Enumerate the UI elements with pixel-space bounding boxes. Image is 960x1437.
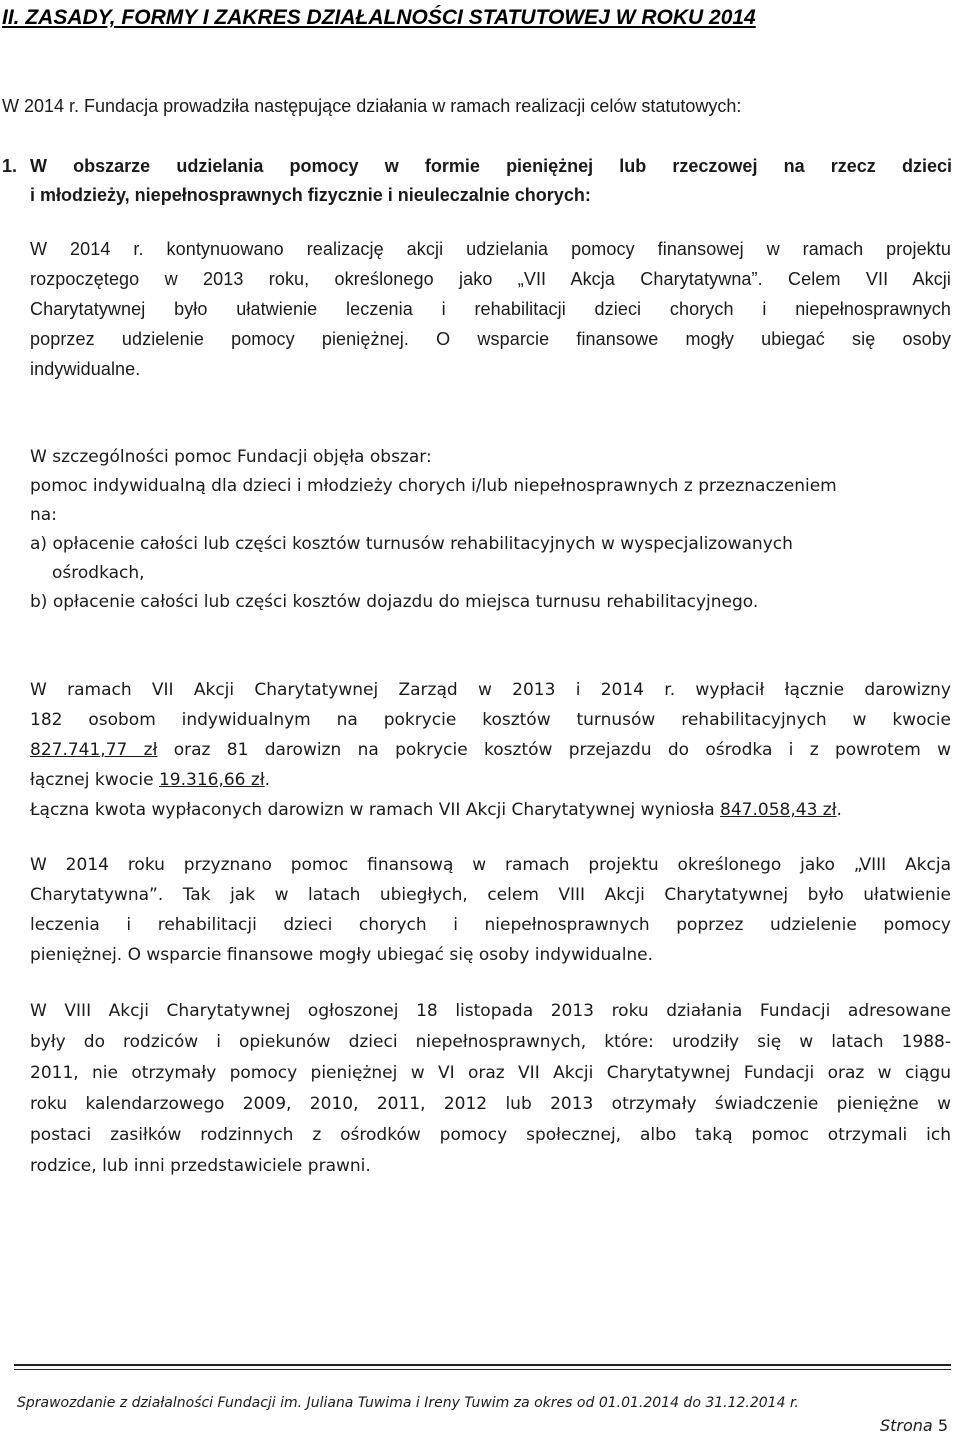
intro-text: W 2014 r. Fundacja prowadziła następujące działania w ramach realizacji celów statutowych: bbox=[2, 96, 742, 116]
paragraph-text: . bbox=[264, 770, 271, 790]
footer-divider-thin bbox=[14, 1369, 951, 1370]
footer-divider-thick bbox=[14, 1364, 951, 1366]
paragraph-line: pomoc indywidualną dla dzieci i młodzieży chorych i/lub niepełnosprawnych z przeznaczeniem bbox=[30, 476, 837, 496]
list-item-text-line: i młodzieży, niepełnosprawnych fizycznie i nieuleczalnie chorych: bbox=[30, 185, 591, 205]
paragraph-line: W 2014 r. kontynuowano realizację akcji udzielania pomocy finansowej w ramach projektu bbox=[30, 239, 951, 259]
page-number-label: Strona bbox=[879, 1416, 933, 1435]
paragraph-line: Charytatywnej było ułatwienie leczenia i rehabilitacji dzieci chorych i niepełnosprawnych bbox=[30, 299, 951, 319]
paragraph-text: Łączna kwota wypłaconych darowizn w ramach VII Akcji Charytatywnej wyniosła bbox=[30, 800, 721, 820]
paragraph-line: 2011, nie otrzymały pomocy pieniężnej w VI oraz VII Akcji Charytatywnej Fundacji oraz w ciągu bbox=[30, 1063, 951, 1083]
paragraph-line: pieniężnej. O wsparcie finansowe mogły ubiegać się osoby indywidualne. bbox=[30, 945, 654, 965]
paragraph-line: rodzice, lub inni przedstawiciele prawni. bbox=[30, 1156, 371, 1176]
paragraph-vii-akcja-intro bbox=[30, 234, 951, 384]
list-item-number: 1. bbox=[2, 156, 18, 176]
page-number bbox=[880, 1416, 948, 1435]
paragraph-line bbox=[30, 795, 951, 825]
paragraph-line: poprzez udzielenie pomocy pieniężnej. O wsparcie finansowe mogły ubiegać się osoby bbox=[30, 329, 951, 349]
section-heading: II. ZASADY, FORMY I ZAKRES DZIAŁALNOŚCI STATUTOWEJ W ROKU 2014 bbox=[2, 6, 756, 29]
sub-item-a: a) opłacenie całości lub części kosztów turnusów rehabilitacyjnych w wyspecjalizowanych bbox=[30, 534, 793, 554]
paragraph-line bbox=[30, 735, 951, 765]
sub-item-b: b) opłacenie całości lub części kosztów dojazdu do miejsca turnusu rehabilitacyjnego. bbox=[30, 592, 759, 612]
paragraph-line: na: bbox=[30, 505, 57, 525]
paragraph-line: postaci zasiłków rodzinnych z ośrodków pomocy społecznej, albo taką pomoc otrzymali ich bbox=[30, 1125, 951, 1145]
paragraph-payouts bbox=[30, 675, 951, 825]
paragraph-line bbox=[30, 765, 951, 795]
list-item-1 bbox=[2, 152, 952, 210]
paragraph-line: 182 osobom indywidualnym na pokrycie kosztów turnusów rehabilitacyjnych w kwocie bbox=[30, 710, 951, 730]
paragraph-viii-akcja bbox=[30, 850, 951, 970]
paragraph-text: oraz 81 darowizn na pokrycie kosztów przejazdu do ośrodka i z powrotem w bbox=[157, 740, 951, 760]
amount-przejazdy: 19.316,66 zł bbox=[158, 770, 265, 790]
sub-item-a-continuation: ośrodkach, bbox=[52, 563, 145, 583]
paragraph-line: leczenia i rehabilitacji dzieci chorych i niepełnosprawnych poprzez udzielenie pomocy bbox=[30, 915, 951, 935]
page-number-value: 5 bbox=[937, 1416, 948, 1435]
paragraph-line: indywidualne. bbox=[30, 359, 141, 379]
footer-text: Sprawozdanie z działalności Fundacji im. Juliana Tuwima i Ireny Tuwim za okres od 01.01.2014 do 31.12.2014 r. bbox=[17, 1395, 799, 1411]
paragraph-line: Charytatywna”. Tak jak w latach ubiegłych, celem VIII Akcji Charytatywnej było ułatwienie bbox=[30, 885, 951, 905]
paragraph-text: . bbox=[836, 800, 842, 820]
list-item-text-line: W obszarze udzielania pomocy w formie pieniężnej lub rzeczowej na rzecz dzieci bbox=[30, 156, 952, 176]
paragraph-viii-akcja-eligibility bbox=[30, 996, 951, 1182]
amount-total: 847.058,43 zł bbox=[720, 800, 837, 820]
paragraph-line: W 2014 roku przyznano pomoc finansową w ramach projektu określonego jako „VIII Akcja bbox=[30, 855, 951, 875]
paragraph-text: łącznej kwocie bbox=[30, 770, 159, 790]
paragraph-line: W VIII Akcji Charytatywnej ogłoszonej 18 listopada 2013 roku działania Fundacji adresowane bbox=[30, 1001, 951, 1021]
paragraph-scope bbox=[30, 443, 951, 617]
paragraph-line: były do rodziców i opiekunów dzieci niepełnosprawnych, które: urodziły się w latach 1988- bbox=[30, 1032, 951, 1052]
paragraph-line: W ramach VII Akcji Charytatywnej Zarząd w 2013 i 2014 r. wypłacił łącznie darowizny bbox=[30, 680, 951, 700]
paragraph-line: W szczególności pomoc Fundacji objęła obszar: bbox=[30, 447, 432, 467]
amount-turnusy: 827.741,77 zł bbox=[30, 740, 158, 760]
paragraph-line: roku kalendarzowego 2009, 2010, 2011, 2012 lub 2013 otrzymały świadczenie pieniężne w bbox=[30, 1094, 951, 1114]
paragraph-line: rozpoczętego w 2013 roku, określonego jako „VII Akcja Charytatywna”. Celem VII Akcji bbox=[30, 269, 951, 289]
